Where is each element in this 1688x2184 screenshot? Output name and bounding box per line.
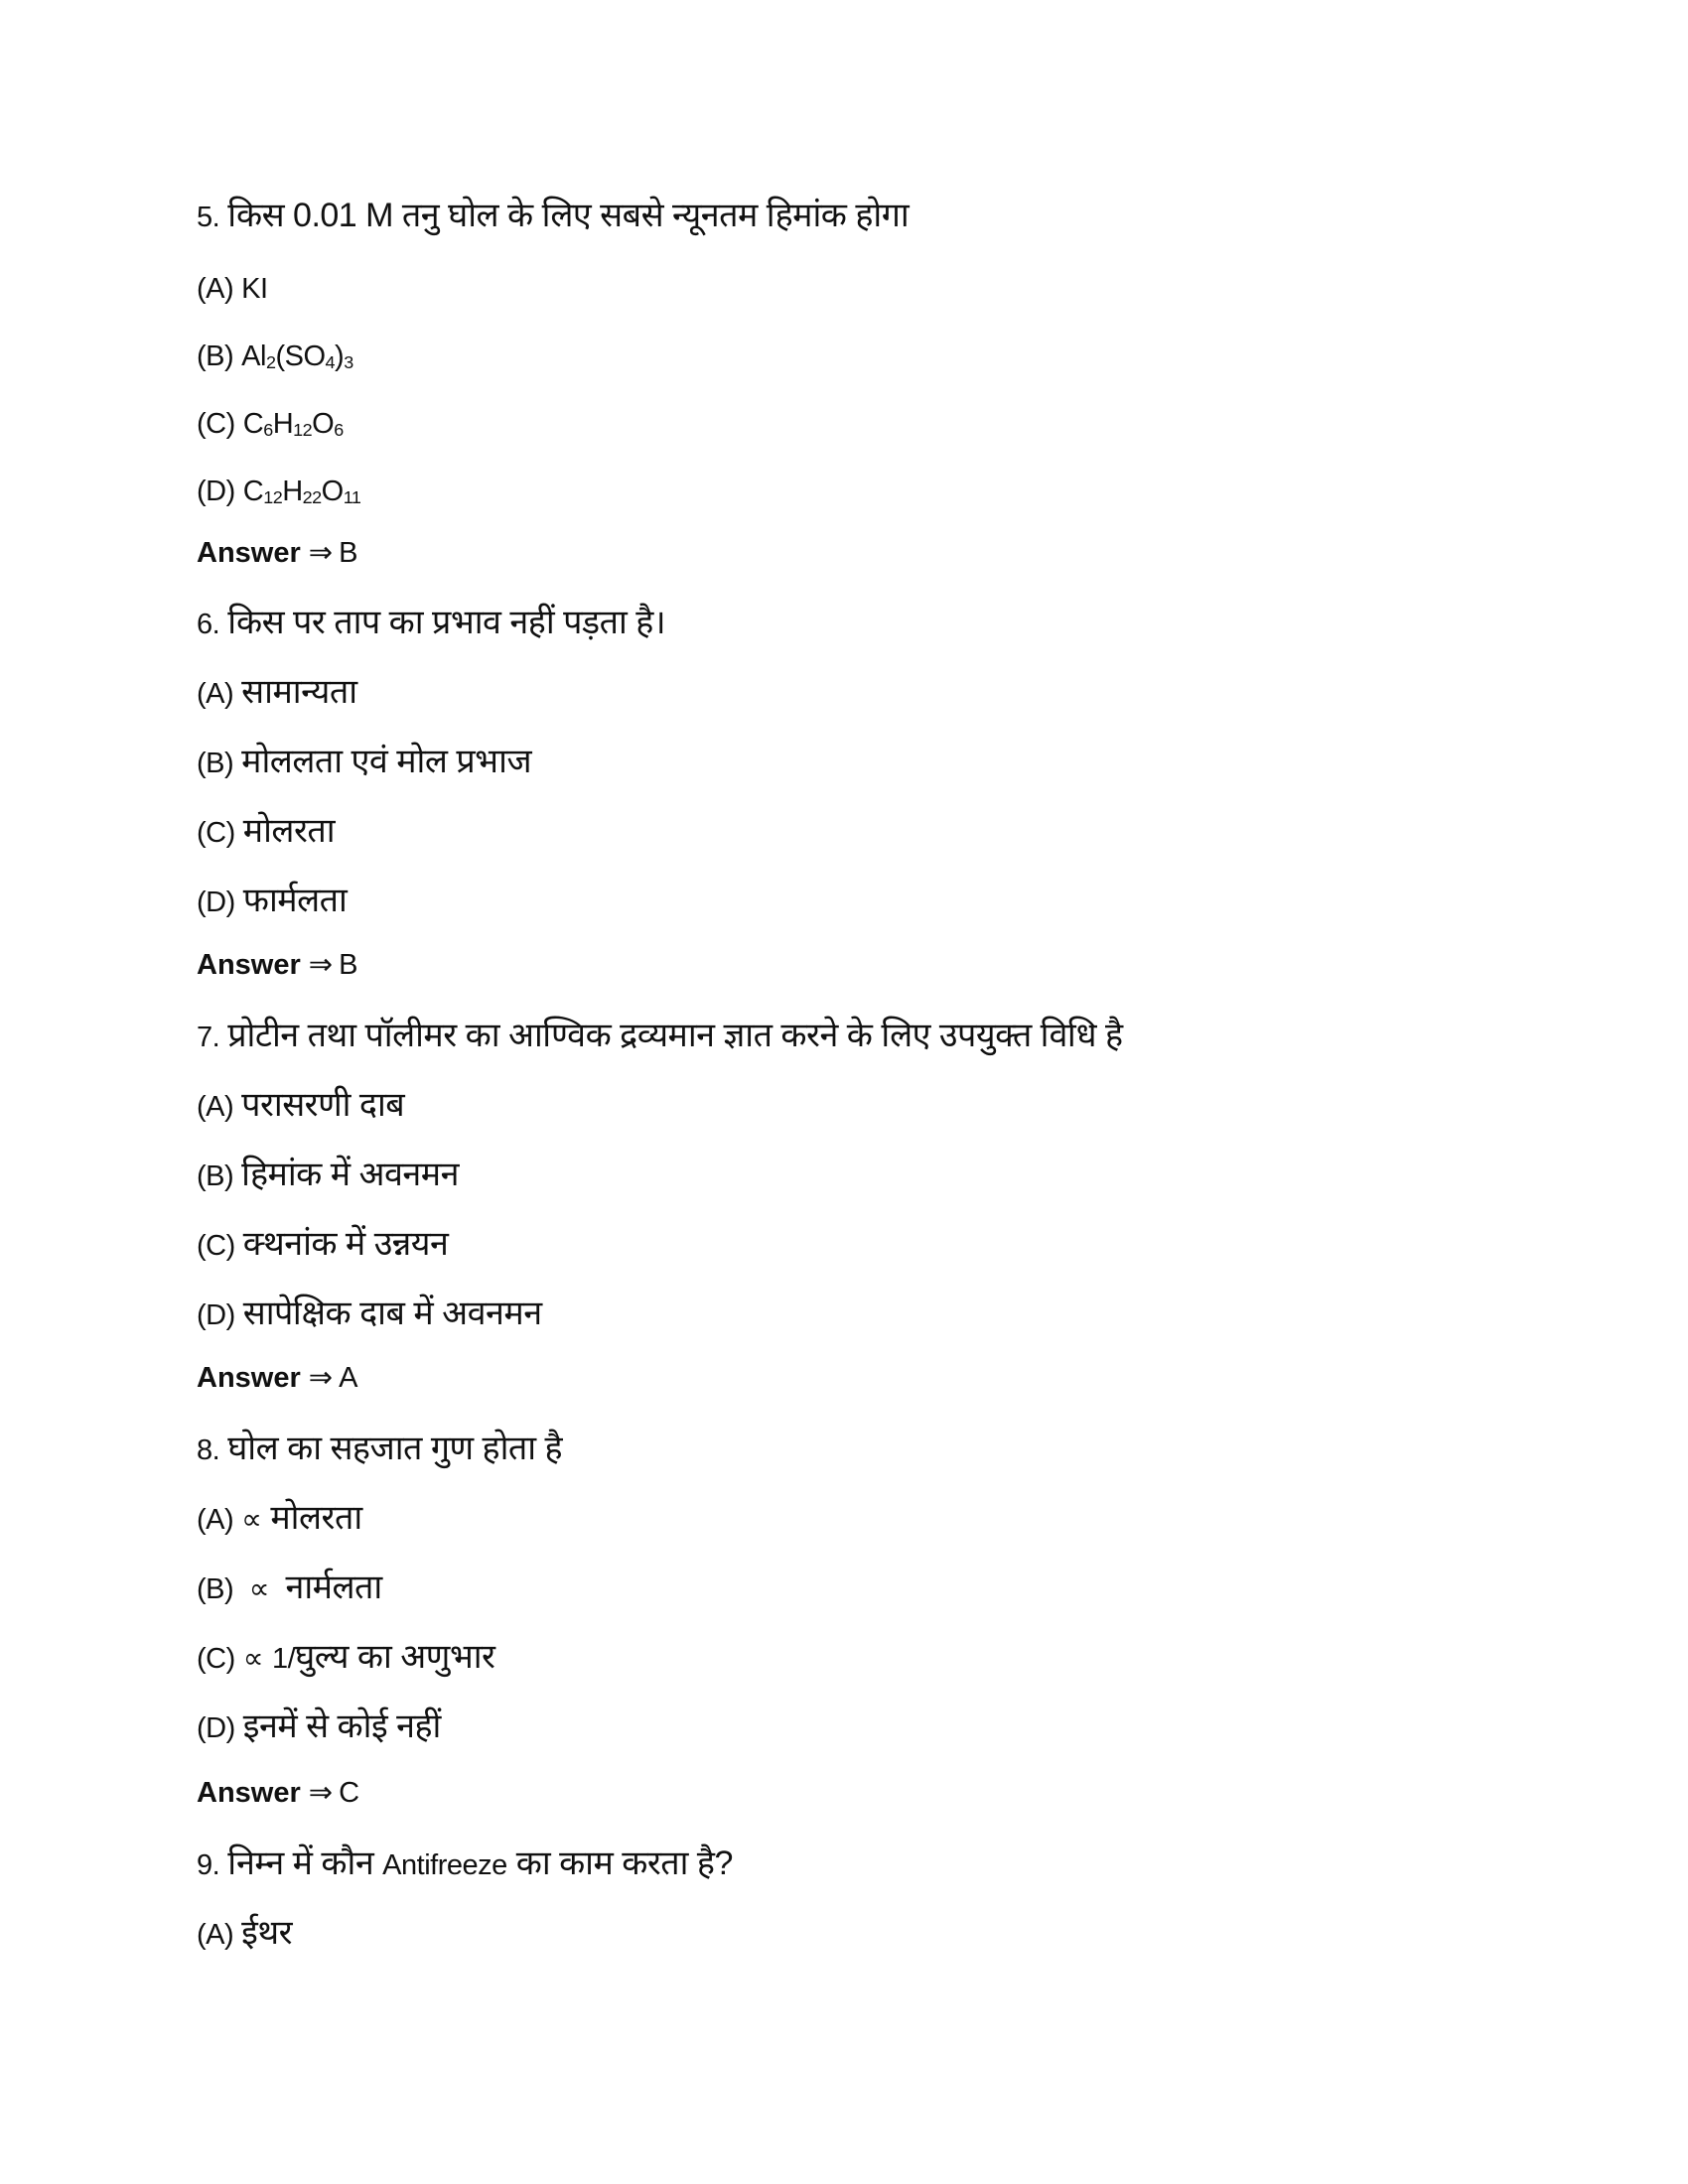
question-6-answer	[197, 951, 357, 980]
question-number: 9.	[197, 1849, 220, 1881]
question-text: किस पर ताप का प्रभाव नहीं पड़ता है।	[227, 604, 666, 641]
implies-arrow-icon: ⇒	[308, 1362, 334, 1394]
implies-arrow-icon: ⇒	[308, 949, 334, 981]
answer-label: Answer	[197, 949, 301, 981]
option-text: क्थनांक में उन्नयन	[242, 1225, 449, 1263]
question-7	[197, 1019, 1123, 1052]
answer-value: B	[339, 949, 358, 981]
question-7-answer	[197, 1364, 357, 1393]
option-key: (C)	[197, 1643, 235, 1675]
question-7-option-c	[197, 1227, 448, 1261]
option-key: (D)	[197, 887, 235, 918]
question-5	[197, 199, 909, 232]
option-text: मोललता एवं मोल प्रभाज	[241, 743, 532, 780]
question-text: प्रोटीन तथा पॉलीमर का आण्विक द्रव्यमान ज्ञात करने के लिए उपयुक्त विधि है	[227, 1017, 1123, 1054]
question-text: घोल का सहजात गुण होता है	[227, 1430, 563, 1467]
option-text: हिमांक में अवनमन	[241, 1156, 459, 1193]
proportional-symbol: ∝	[242, 1643, 263, 1675]
question-5-option-a	[197, 270, 268, 304]
question-9	[197, 1846, 733, 1880]
question-number: 8.	[197, 1434, 220, 1466]
answer-value: C	[339, 1777, 360, 1809]
option-fraction: 1/	[271, 1643, 296, 1675]
question-6	[197, 606, 665, 639]
option-key: (C)	[197, 1230, 235, 1262]
question-5-option-d	[197, 473, 360, 506]
answer-value: B	[339, 537, 358, 569]
answer-label: Answer	[197, 1362, 301, 1394]
option-text: नार्मलता	[285, 1569, 382, 1606]
option-key: (B)	[197, 1573, 234, 1605]
question-text-latin: Antifreeze	[382, 1849, 507, 1881]
question-5-option-b	[197, 338, 353, 371]
option-key: (C)	[197, 817, 235, 849]
question-number: 7.	[197, 1022, 220, 1053]
option-text: परासरणी दाब	[241, 1086, 405, 1124]
implies-arrow-icon: ⇒	[308, 537, 334, 569]
option-text: मोलरता	[270, 1499, 362, 1537]
question-8-option-b	[197, 1570, 382, 1604]
option-key: (D)	[197, 1299, 235, 1331]
option-text: ईथर	[241, 1914, 292, 1952]
question-number: 6.	[197, 609, 220, 640]
question-text: किस 0.01 M तनु घोल के लिए सबसे न्यूनतम हिमांक होगा	[227, 197, 910, 234]
question-6-option-b	[197, 745, 531, 778]
option-key: (B)	[197, 1160, 234, 1192]
option-key: (A)	[197, 1504, 234, 1536]
option-text: सापेक्षिक दाब में अवनमन	[242, 1295, 542, 1332]
option-key: (D)	[197, 1712, 235, 1744]
option-key: (B)	[197, 748, 234, 779]
question-number: 5.	[197, 202, 220, 233]
option-key: (B)	[197, 341, 234, 372]
option-text: घुल्य का अणुभार	[295, 1638, 495, 1676]
question-8	[197, 1432, 562, 1465]
answer-value: A	[339, 1362, 358, 1394]
option-text: सामान्यता	[241, 673, 357, 711]
option-key: (A)	[197, 273, 234, 305]
question-6-option-d	[197, 884, 347, 917]
question-8-option-c	[197, 1640, 494, 1674]
question-5-option-c	[197, 405, 344, 439]
chemical-formula: $C_6H_{12}O_6$	[242, 408, 344, 441]
question-7-option-b	[197, 1158, 459, 1191]
option-text: मोलरता	[242, 812, 336, 850]
question-8-option-d	[197, 1709, 441, 1743]
question-text-part-2: का काम करता है?	[515, 1844, 733, 1882]
chemical-formula: $C_{12}H_{22}O_{11}$	[242, 476, 361, 508]
proportional-symbol: ∝	[241, 1504, 262, 1536]
answer-label: Answer	[197, 1777, 301, 1809]
implies-arrow-icon: ⇒	[308, 1777, 334, 1809]
option-key: (C)	[197, 408, 235, 440]
answer-label: Answer	[197, 537, 301, 569]
option-text: फार्मलता	[242, 882, 348, 919]
chemical-formula: $Al_2(SO_4)_3$	[241, 341, 353, 373]
option-key: (A)	[197, 678, 234, 710]
question-7-option-d	[197, 1297, 542, 1330]
question-8-option-a	[197, 1501, 362, 1535]
option-key: (A)	[197, 1091, 234, 1123]
question-9-option-a	[197, 1916, 292, 1950]
question-6-option-c	[197, 814, 335, 848]
question-5-answer	[197, 539, 357, 568]
option-text: KI	[241, 273, 268, 305]
proportional-symbol: ∝	[241, 1573, 277, 1605]
option-key: (A)	[197, 1919, 234, 1951]
question-8-answer	[197, 1779, 359, 1808]
question-text-part-1: निम्न में कौन	[227, 1844, 374, 1882]
option-key: (D)	[197, 476, 235, 507]
question-7-option-a	[197, 1088, 404, 1122]
question-6-option-a	[197, 675, 357, 709]
option-text: इनमें से कोई नहीं	[242, 1707, 441, 1745]
